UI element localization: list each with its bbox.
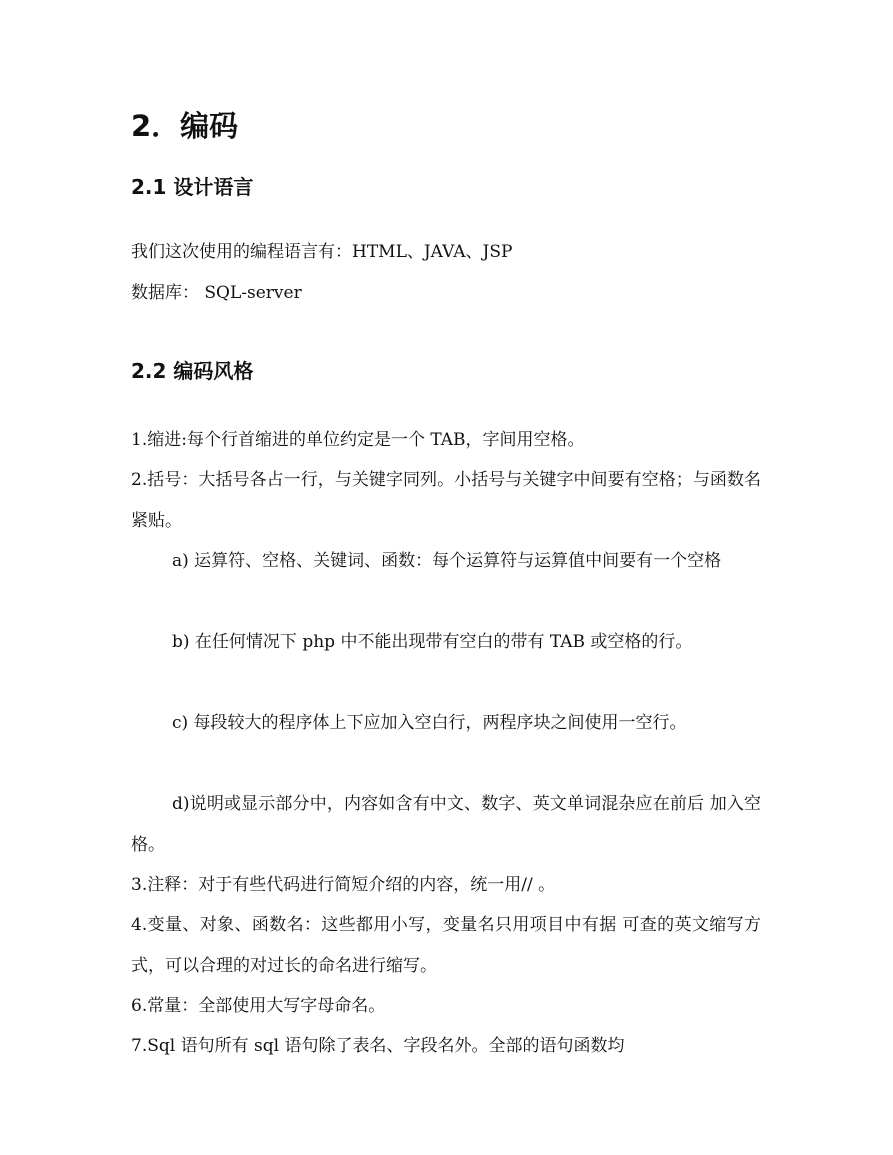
style-rule-indent: 1.缩进:每个行首缩进的单位约定是一个 TAB，字间用空格。 bbox=[131, 430, 585, 450]
style-subrule-b: b) 在任何情况下 php 中不能出现带有空白的带有 TAB 或空格的行。 bbox=[172, 632, 693, 652]
style-rule-comments: 3.注释：对于有些代码进行简短介绍的内容，统一用// 。 bbox=[131, 875, 556, 895]
style-subrule-a: a) 运算符、空格、关键词、函数：每个运算符与运算值中间要有一个空格 bbox=[172, 551, 722, 571]
chapter-heading: 2．编码 bbox=[131, 109, 239, 143]
style-rule-naming: 4.变量、对象、函数名：这些都用小写，变量名只用项目中有据 可查的英文缩写方式，可以合理的对过长的命名进行缩写。 bbox=[131, 915, 761, 976]
style-rule-constants: 6.常量：全部使用大写字母命名。 bbox=[131, 996, 386, 1016]
section-heading-design-language: 2.1 设计语言 bbox=[131, 175, 254, 199]
style-rule-brackets: 2.括号：大括号各占一行，与关键字同列。小括号与关键字中间要有空格；与函数名紧贴。 bbox=[131, 470, 761, 531]
style-subrule-d: d)说明或显示部分中，内容如含有中文、数字、英文单词混杂应在前后 加入空格。 bbox=[131, 794, 761, 855]
style-rule-sql: 7.Sql 语句所有 sql 语句除了表名、字段名外。全部的语句函数均 bbox=[131, 1036, 625, 1056]
section-heading-coding-style: 2.2 编码风格 bbox=[131, 359, 254, 383]
style-subrule-c: c) 每段较大的程序体上下应加入空白行，两程序块之间使用一空行。 bbox=[172, 713, 687, 733]
database-line: 数据库： SQL-server bbox=[131, 283, 302, 303]
languages-line: 我们这次使用的编程语言有：HTML、JAVA、JSP bbox=[131, 242, 513, 262]
